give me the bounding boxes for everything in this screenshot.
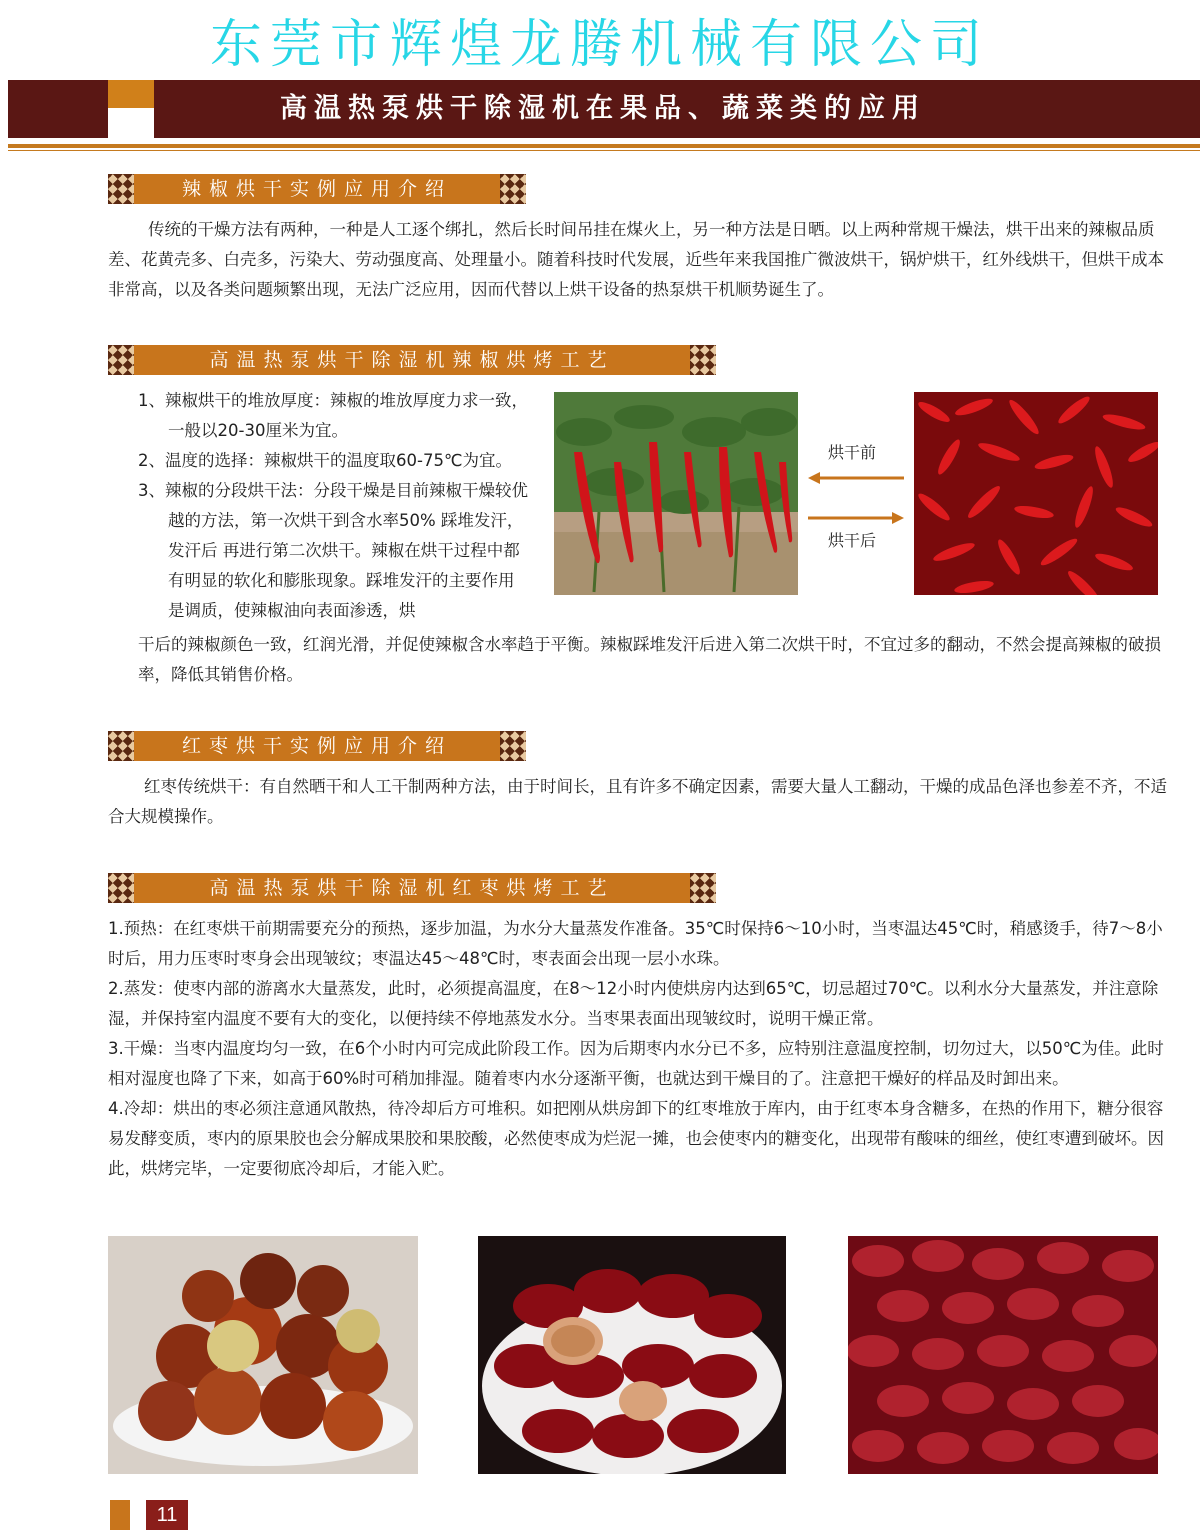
- section-header-jujube-process: [108, 873, 716, 903]
- dried-jujube-illustration: [848, 1236, 1158, 1474]
- company-name: 东莞市辉煌龙腾机械有限公司: [209, 15, 990, 75]
- banner-rule: [8, 144, 1200, 148]
- list-item: 3、辣椒的分段烘干法：分段干燥是目前辣椒干燥较优越的方法，第一次烘干到含水率50% 踩堆发汗，发汗后 再进行第二次烘干。辣椒在烘干过程中都有明显的软化和膨胀现象。踩堆发汗的主要作用是调质，使辣椒油向表面渗透，烘: [138, 481, 528, 620]
- dried-chili-illustration: [914, 392, 1158, 595]
- checker-pattern: [108, 345, 134, 375]
- list-item: 4.冷却：烘出的枣必须注意通风散热，待冷却后方可堆积。如把刚从烘房卸下的红枣堆放于库内，由于红枣本身含糖多，在热的作用下，糖分很容易发酵变质，枣内的原果胶也会分解成果胶和果胶酸，必然使枣成为烂泥一摊，也会使枣内的糖变化，出现带有酸味的细丝，使红枣遭到破坏。因此，烘烤完毕，一定要彻底冷却后，才能入贮。: [108, 1099, 1164, 1178]
- jujube-process-steps: [108, 914, 1168, 1184]
- section-header-chili-process: [108, 345, 716, 375]
- fresh-chili-illustration: [554, 392, 798, 595]
- checker-pattern: [500, 174, 526, 204]
- fresh-jujube-illustration: [108, 1236, 418, 1474]
- page-number-accent: [110, 1500, 130, 1530]
- checker-pattern: [690, 345, 716, 375]
- checker-pattern: [690, 873, 716, 903]
- page-number: 11: [146, 1500, 188, 1530]
- sliced-jujube-illustration: [478, 1236, 786, 1474]
- chili-process-continuation: 干后的辣椒颜色一致，红润光滑，并促使辣椒含水率趋于平衡。辣椒踩堆发汗后进入第二次烘干时，不宜过多的翻动，不然会提高辣椒的破损率，降低其销售价格。: [138, 635, 1161, 684]
- section-title: 高温热泵烘干除湿机辣椒烘烤工艺: [209, 349, 615, 371]
- before-drying-label: 烘干前: [828, 443, 877, 462]
- fresh-jujube-photo: [108, 1236, 418, 1474]
- checker-pattern: [108, 731, 134, 761]
- before-after-arrows: [806, 468, 906, 528]
- checker-pattern: [108, 174, 134, 204]
- section-header-chili-intro: [108, 174, 526, 204]
- section-title: 辣椒烘干实例应用介绍: [181, 178, 452, 200]
- list-item: 2、温度的选择：辣椒烘干的温度取60-75℃为宜。: [138, 451, 512, 470]
- section-title: 红枣烘干实例应用介绍: [181, 735, 452, 757]
- after-drying-label: 烘干后: [828, 531, 877, 550]
- banner-accent-square: [108, 80, 154, 108]
- dried-jujube-photo: [848, 1236, 1158, 1474]
- dried-chili-photo: [914, 392, 1158, 595]
- list-item: 1.预热：在红枣烘干前期需要充分的预热，逐步加温，为水分大量蒸发作准备。35℃时保持6～10小时，当枣温达45℃时，稍感烫手，待7～8小时后，用力压枣时枣身会出现皱纹；枣温达45～48℃时，枣表面会出现一层小水珠。: [108, 919, 1163, 968]
- jujube-intro-paragraph: 红枣传统烘干：有自然晒干和人工干制两种方法，由于时间长，且有许多不确定因素，需要大量人工翻动，干燥的成品色泽也参差不齐，不适合大规模操作。: [108, 777, 1167, 826]
- fresh-chili-photo: [554, 392, 798, 595]
- checker-pattern: [108, 873, 134, 903]
- list-item: 2.蒸发：使枣内部的游离水大量蒸发，此时，必须提高温度，在8～12小时内使烘房内达到65℃，切忌超过70℃。以利水分大量蒸发，并注意除湿，并保持室内温度不要有大的变化，以便持续不停地蒸发水分。当枣果表面出现皱纹时，说明干燥正常。: [108, 979, 1159, 1028]
- chili-process-list: [138, 386, 528, 626]
- list-item: 1、辣椒烘干的堆放厚度：辣椒的堆放厚度力求一致，一般以20-30厘米为宜。: [138, 391, 528, 440]
- banner-accent-square-white: [108, 108, 154, 138]
- list-item: 3.干燥：当枣内温度均匀一致，在6个小时内可完成此阶段工作。因为后期枣内水分已不多，应特别注意温度控制，切勿过大，以50℃为佳。此时相对湿度也降了下来，如高于60%时可稍加排湿。随着枣内水分逐渐平衡，也就达到干燥目的了。注意把干燥好的样品及时卸出来。: [108, 1039, 1164, 1088]
- chili-intro-paragraph: 传统的干燥方法有两种，一种是人工逐个绑扎，然后长时间吊挂在煤火上，另一种方法是日晒。以上两种常规干燥法，烘干出来的辣椒品质差、花黄壳多、白壳多，污染大、劳动强度高、处理量小。随着科技时代发展，近些年来我国推广微波烘干，锅炉烘干，红外线烘干，但烘干成本非常高，以及各类问题频繁出现，无法广泛应用，因而代替以上烘干设备的热泵烘干机顺势诞生了。: [108, 220, 1164, 299]
- section-header-jujube-intro: [108, 731, 526, 761]
- sliced-jujube-photo: [478, 1236, 786, 1474]
- banner-title: 高温热泵烘干除湿机在果品、蔬菜类的应用: [280, 93, 926, 124]
- checker-pattern: [500, 731, 526, 761]
- section-title: 高温热泵烘干除湿机红枣烘烤工艺: [209, 877, 615, 899]
- banner-rule-thin: [8, 150, 1200, 151]
